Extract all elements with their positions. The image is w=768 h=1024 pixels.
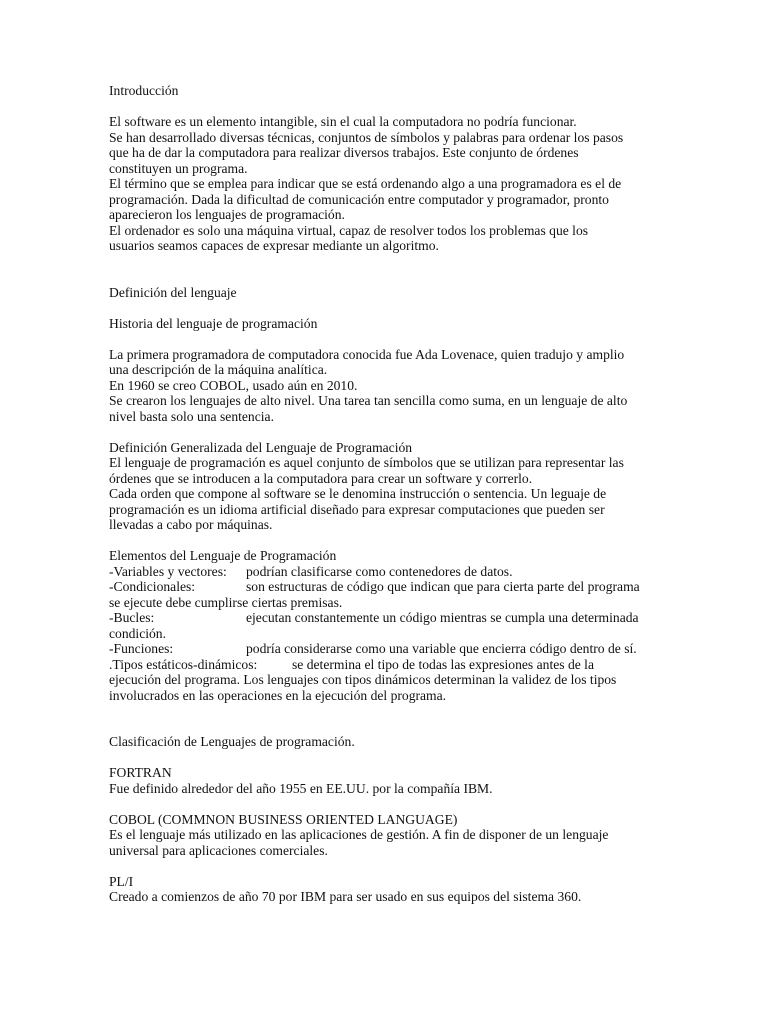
element-desc: podrían clasificarse como contenedores de datos. (246, 563, 513, 579)
element-row-funciones (109, 641, 669, 657)
intro-line: El software es un elemento intangible, sin el cual la computadora no podría funcionar. (109, 114, 577, 129)
element-desc-continuation: ejecución del programa. Los lenguajes con tipos dinámicos determinan la validez de los tipos (109, 672, 617, 687)
language-desc-cobol: universal para aplicaciones comerciales. (109, 842, 328, 858)
section-heading-definicion: Definición del lenguaje (109, 284, 237, 300)
intro-line: usuarios seamos capaces de expresar mediante un algoritmo. (109, 238, 439, 253)
intro-line: El ordenador es solo una máquina virtual, capaz de resolver todos los problemas que los (109, 222, 589, 238)
element-desc: se determina el tipo de todas las expresiones antes de la (292, 656, 594, 672)
section-heading-introduccion: Introducción (109, 83, 179, 98)
generalizada-line: Cada orden que compone al software se le denomina instrucción o sentencia. Un leguaje de (109, 486, 607, 501)
intro-line: que ha de dar la computadora para realizar diversos trabajos. Este conjunto de órdenes (109, 145, 579, 160)
historia-line: nivel basta solo una sentencia. (109, 408, 274, 424)
section-heading-clasificacion: Clasificación de Lenguajes de programación. (109, 734, 355, 749)
document-body (109, 83, 669, 905)
historia-line: una descripción de la máquina analítica. (109, 362, 328, 377)
element-desc: son estructuras de código que indican que para cierta parte del programa (246, 579, 640, 594)
historia-line: Se crearon los lenguajes de alto nivel. Una tarea tan sencilla como suma, en un lenguaje de alto (109, 393, 628, 408)
element-term: -Bucles: (109, 610, 155, 625)
generalizada-line: El lenguaje de programación es aquel conjunto de símbolos que se utilizan para representar las (109, 455, 624, 470)
element-term: -Condicionales: (109, 579, 196, 594)
element-row-variables (109, 564, 669, 580)
intro-line: El término que se emplea para indicar que se está ordenando algo a una programadora es el de (109, 176, 622, 191)
element-desc-continuation: se ejecute debe cumplirse ciertas premisas. (109, 594, 343, 610)
language-desc-fortran: Fue definido alrededor del año 1955 en EE.UU. por la compañía IBM. (109, 780, 493, 796)
historia-line: La primera programadora de computadora conocida fue Ada Lovenace, quien tradujo y amplio (109, 346, 625, 362)
element-desc-continuation: involucrados en las operaciones en la ejecución del programa. (109, 687, 447, 703)
language-name-fortran: FORTRAN (109, 765, 172, 780)
section-heading-definicion-generalizada: Definición Generalizada del Lenguaje de Programación (109, 439, 413, 455)
intro-line: programación. Dada la dificultad de comunicación entre computador y programador, pronto (109, 191, 609, 207)
generalizada-line: órdenes que se introducen a la computadora para crear un software y correrlo. (109, 470, 533, 486)
element-term: -Funciones: (109, 641, 174, 656)
element-desc: podría considerarse como una variable que encierra código dentro de sí. (246, 641, 637, 656)
generalizada-line: llevadas a cabo por máquinas. (109, 517, 273, 532)
element-row-tipos (109, 657, 669, 673)
language-desc-pli: Creado a comienzos de año 70 por IBM para ser usado en sus equipos del sistema 360. (109, 889, 582, 904)
historia-line: En 1960 se creo COBOL, usado aún en 2010. (109, 377, 358, 393)
element-term: -Variables y vectores: (109, 563, 227, 579)
element-desc-continuation: condición. (109, 625, 167, 641)
intro-line: constituyen un programa. (109, 160, 248, 176)
generalizada-line: programación es un idioma artificial diseñado para expresar computaciones que pueden ser (109, 501, 605, 517)
section-heading-historia: Historia del lenguaje de programación (109, 315, 318, 331)
element-row-condicionales (109, 579, 669, 595)
language-name-pli: PL/I (109, 873, 134, 889)
element-term: .Tipos estáticos-dinámicos: (109, 656, 258, 672)
element-row-bucles (109, 610, 669, 626)
section-heading-elementos: Elementos del Lenguaje de Programación (109, 548, 337, 563)
language-desc-cobol: Es el lenguaje más utilizado en las aplicaciones de gestión. A fin de disponer de un lenguaje (109, 827, 609, 842)
intro-line: aparecieron los lenguajes de programación. (109, 207, 345, 222)
element-desc: ejecutan constantemente un código mientras se cumpla una determinada (246, 610, 639, 625)
intro-line: Se han desarrollado diversas técnicas, conjuntos de símbolos y palabras para ordenar los pasos (109, 129, 624, 145)
language-name-cobol: COBOL (COMMNON BUSINESS ORIENTED LANGUAGE) (109, 811, 458, 827)
